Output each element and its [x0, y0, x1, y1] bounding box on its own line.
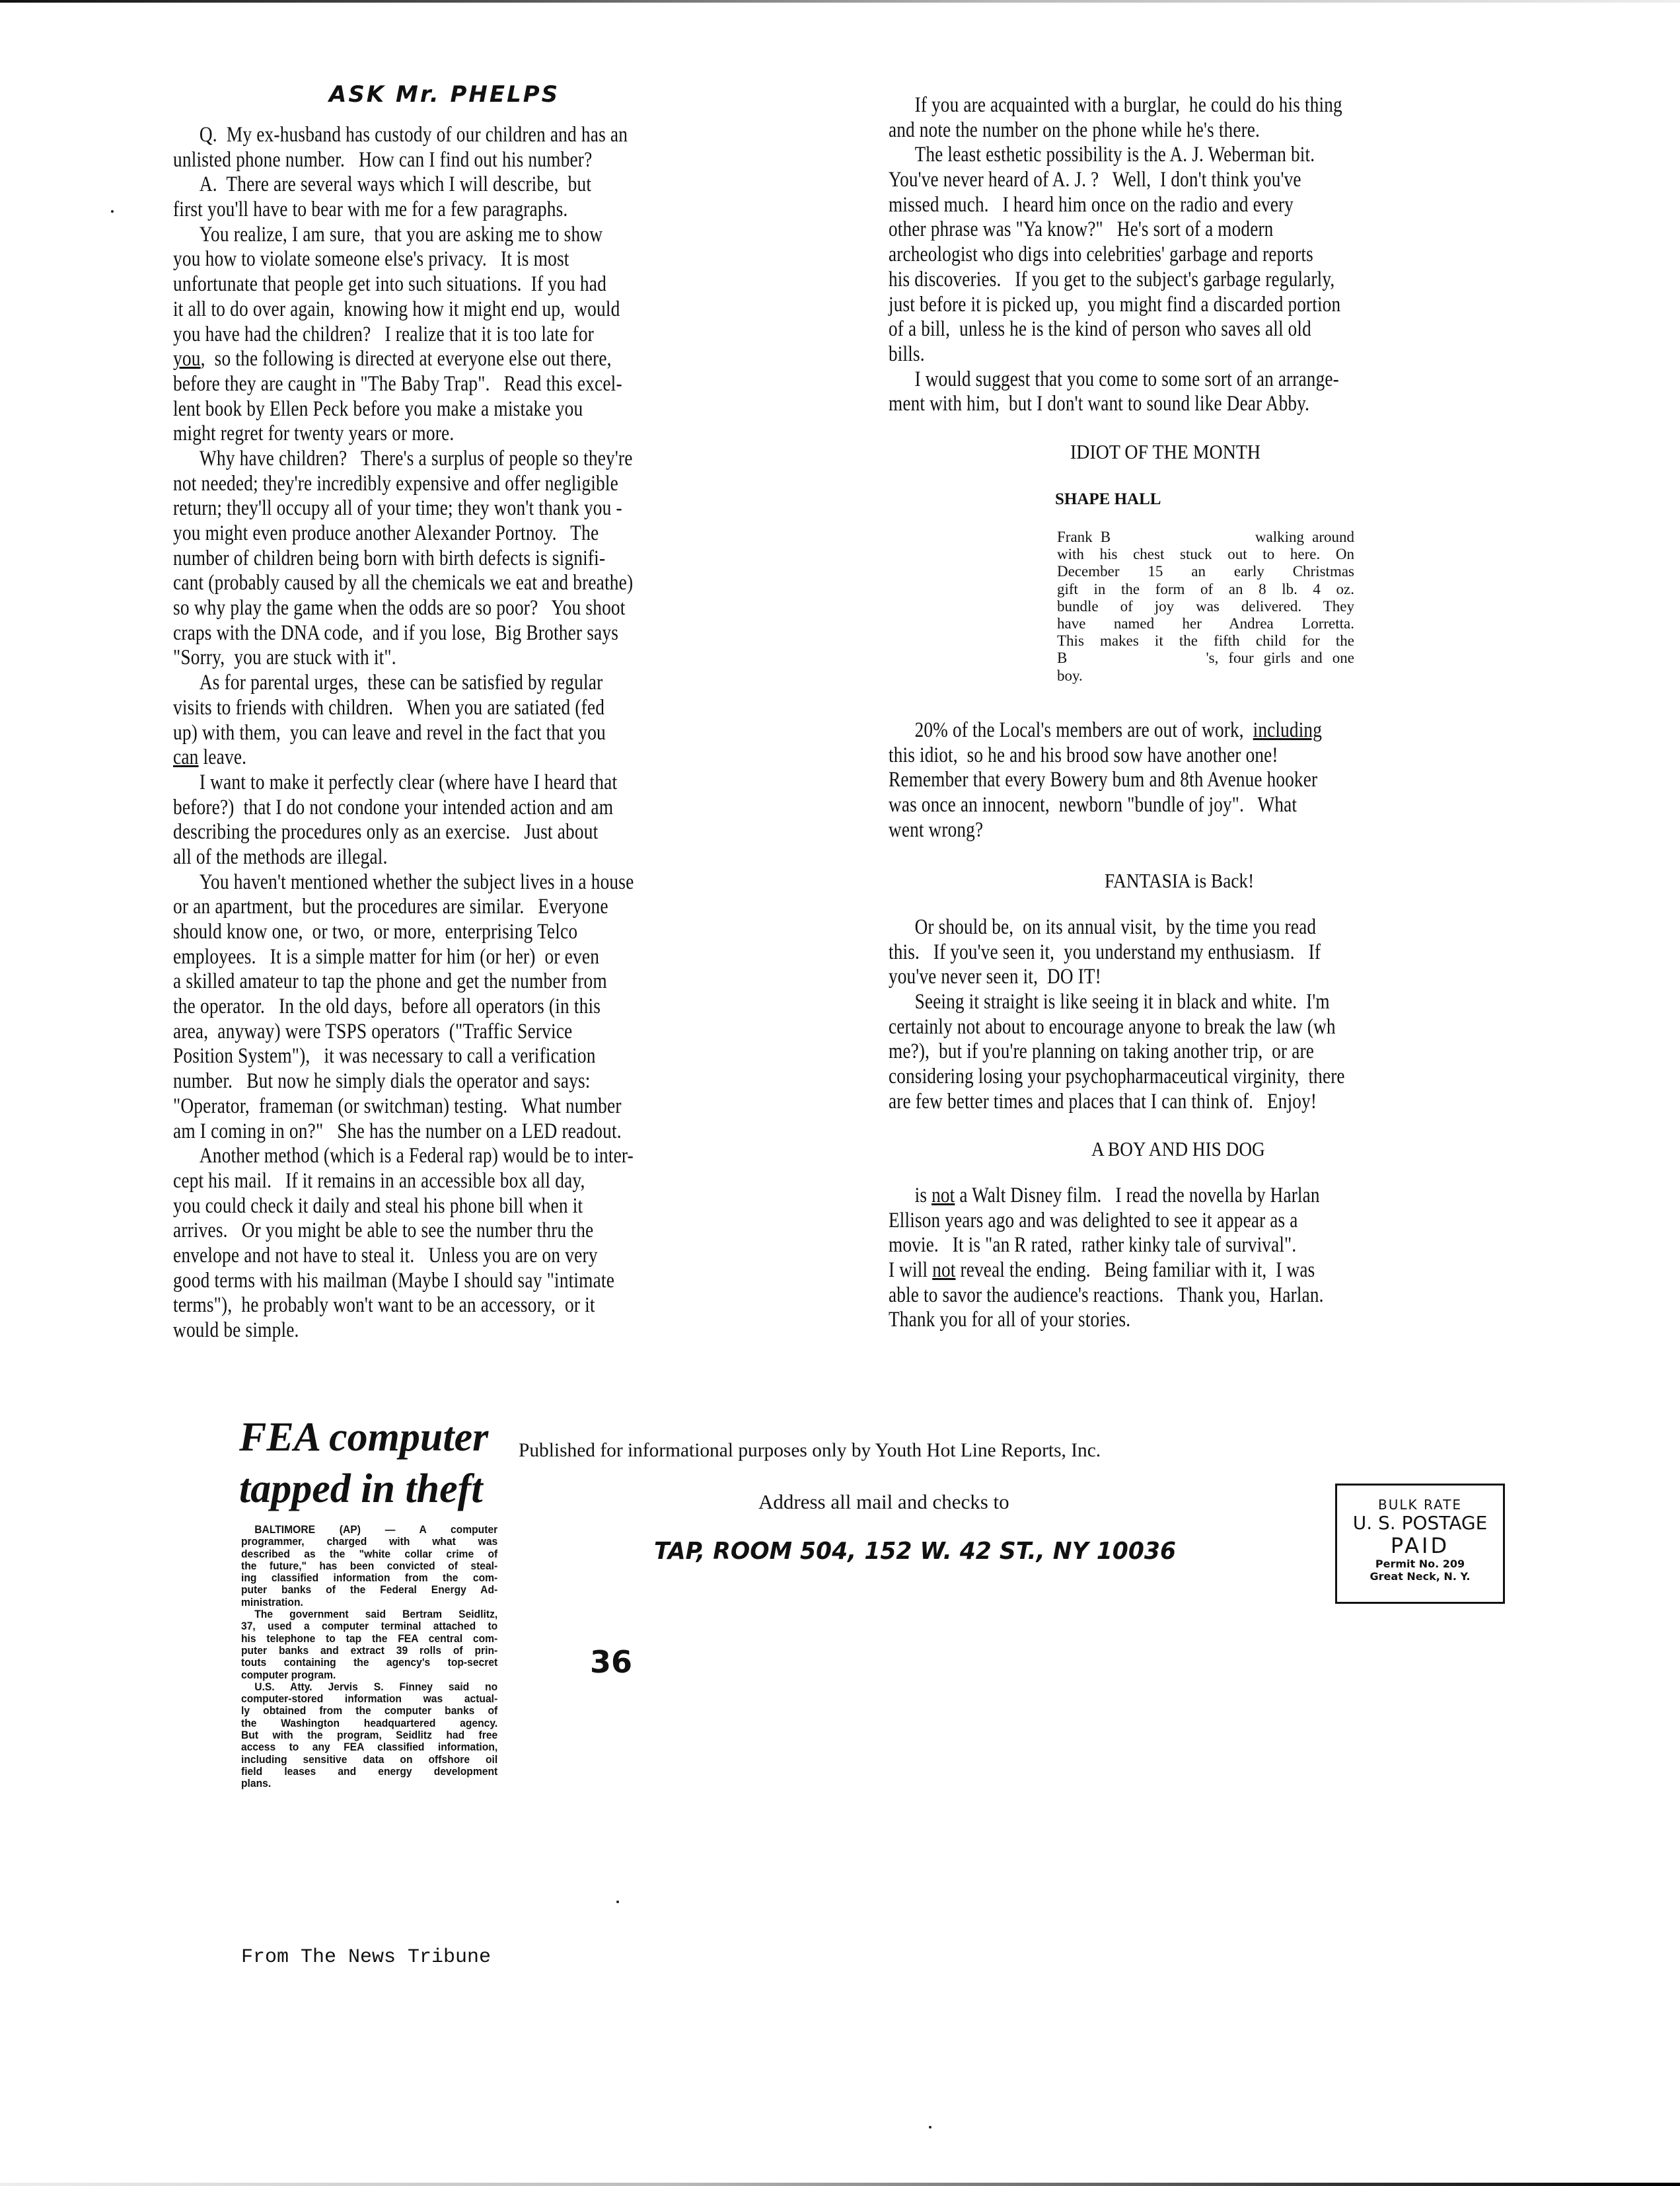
- idiot-clipping: [1057, 529, 1354, 685]
- news-line: [241, 1524, 497, 1536]
- text-run: , so the following is directed at everyone else out there,: [200, 347, 612, 371]
- text-line: [173, 447, 721, 472]
- text-run: the operator. In the old days, before all operators (in this: [173, 995, 601, 1019]
- text-line: [889, 1258, 1488, 1283]
- postage-line-5: Great Neck, N. Y.: [1370, 1570, 1471, 1583]
- news-line: [241, 1584, 497, 1596]
- text-run: As for parental urges, these can be satisfied by regular: [199, 671, 603, 695]
- news-line: [241, 1754, 497, 1766]
- text-line: [173, 1119, 721, 1145]
- text-run: would be simple.: [173, 1318, 299, 1342]
- text-line: [173, 148, 721, 173]
- text-run: Position System"), it was necessary to call a verification: [173, 1044, 596, 1069]
- text-line: [889, 143, 1488, 168]
- text-line: [889, 1308, 1488, 1333]
- text-run: or an apartment, but the procedures are similar. Everyone: [173, 895, 608, 919]
- text-run: ing classified information from the com-: [241, 1571, 498, 1585]
- text-run: it all to do over again, knowing how it might end up, would: [173, 297, 620, 321]
- text-line: [173, 372, 721, 397]
- text-line: [889, 93, 1488, 118]
- text-line: [889, 118, 1488, 143]
- text-line: [889, 743, 1488, 769]
- news-line: [241, 1729, 497, 1741]
- text-line: [889, 768, 1488, 793]
- text-line: [173, 322, 721, 348]
- text-run: puter banks of the Federal Energy Ad-: [241, 1583, 498, 1597]
- text-line: [173, 123, 721, 148]
- text-run: Q. My ex-husband has custody of our children and has an: [199, 123, 628, 147]
- fantasia-text: [889, 915, 1488, 1115]
- text-line: [889, 965, 1488, 990]
- text-line: [173, 1169, 721, 1194]
- fantasia-heading: FANTASIA is Back!: [1105, 869, 1255, 892]
- text-line: [889, 818, 1488, 843]
- text-line: [173, 247, 721, 272]
- text-run: am I coming in on?" She has the number on a LED readout.: [173, 1119, 622, 1143]
- text-run: the Washington headquartered agency.: [241, 1716, 498, 1729]
- text-line: [173, 1219, 721, 1244]
- text-run: number of children being born with birth defects is signifi-: [173, 546, 606, 570]
- publisher-line: Published for informational purposes only by Youth Hot Line Reports, Inc.: [519, 1439, 1101, 1461]
- text-run: me?), but if you're planning on taking another trip, or are: [889, 1039, 1314, 1064]
- text-run: "Sorry, you are stuck with it".: [173, 646, 396, 670]
- text-line: [173, 621, 721, 646]
- text-line: [173, 272, 721, 297]
- text-run: visits to friends with children. When you are satiated (fed: [173, 695, 605, 720]
- text-line: [889, 268, 1488, 293]
- page-number: 36: [590, 1644, 633, 1680]
- address-label: Address all mail and checks to: [758, 1490, 1009, 1513]
- text-run: just before it is picked up, you might find a discarded portion: [889, 292, 1341, 317]
- idiot-heading: IDIOT OF THE MONTH: [1070, 440, 1261, 463]
- text-run: was once an innocent, newborn "bundle of joy". What: [889, 793, 1297, 817]
- clipping-line: with his chest stuck out to here. On: [1057, 546, 1354, 563]
- news-line: [241, 1681, 497, 1693]
- text-line: [889, 217, 1488, 243]
- text-line: [173, 1020, 721, 1045]
- postage-line-2: U. S. POSTAGE: [1352, 1512, 1488, 1534]
- news-line: [241, 1717, 497, 1729]
- boy-dog-text: [889, 1184, 1488, 1333]
- text-run: before they are caught in "The Baby Trap". Read this excel-: [173, 371, 622, 396]
- text-run: including sensitive data on offshore oil: [241, 1753, 498, 1766]
- text-run: U.S. Atty. Jervis S. Finney said no: [254, 1680, 498, 1693]
- text-run: Seeing it straight is like seeing it in black and white. I'm: [914, 990, 1330, 1014]
- text-run: leave.: [198, 745, 247, 770]
- text-run: might regret for twenty years or more.: [173, 422, 455, 446]
- text-run: Another method (which is a Federal rap) would be to inter-: [199, 1144, 634, 1168]
- text-run: But with the program, Seidlitz had free: [241, 1729, 498, 1742]
- news-line: [241, 1693, 497, 1705]
- text-line: [173, 696, 721, 721]
- news-line: [241, 1633, 497, 1645]
- postage-line-4: Permit No. 209: [1375, 1558, 1465, 1570]
- text-run: not needed; they're incredibly expensive and offer negligible: [173, 471, 618, 496]
- text-run: computer program.: [241, 1668, 336, 1681]
- text-run: programmer, charged with what was: [241, 1535, 498, 1548]
- text-line: [173, 771, 721, 796]
- text-run: the future," has been convicted of steal-: [241, 1559, 498, 1572]
- text-line: [889, 367, 1488, 393]
- news-headline-2: tapped in theft: [239, 1466, 483, 1511]
- text-run: this. If you've seen it, you understand my enthusiasm. If: [889, 940, 1321, 964]
- text-run: You haven't mentioned whether the subject lives in a house: [199, 870, 634, 894]
- text-run: went wrong?: [889, 817, 984, 842]
- text-line: [889, 293, 1488, 318]
- text-run: his discoveries. If you get to the subject's garbage regularly,: [889, 267, 1335, 291]
- text-line: [173, 1318, 721, 1343]
- text-run: bills.: [889, 342, 925, 366]
- text-line: [173, 422, 721, 447]
- text-run: other phrase was "Ya know?" He's sort of a modern: [889, 217, 1274, 242]
- underlined-word: not: [931, 1184, 955, 1207]
- text-line: [173, 1269, 721, 1294]
- text-run: this idiot, so he and his brood sow have another one!: [889, 743, 1278, 767]
- text-run: his telephone to tap the FEA central com-: [241, 1632, 498, 1645]
- text-run: puter banks and extract 39 rolls of prin-: [241, 1643, 498, 1657]
- news-line: [241, 1657, 497, 1669]
- text-run: I want to make it perfectly clear (where have I heard that: [199, 770, 618, 794]
- text-run: you how to violate someone else's privacy. It is most: [173, 247, 569, 272]
- text-line: [173, 945, 721, 970]
- news-headline-1: FEA computer: [239, 1415, 489, 1460]
- text-run: ment with him, but I don't want to sound like Dear Abby.: [889, 392, 1310, 416]
- text-run: you could check it daily and steal his phone bill when it: [173, 1193, 583, 1218]
- text-run: missed much. I heard him once on the radio and every: [889, 192, 1294, 217]
- text-run: craps with the DNA code, and if you lose, Big Brother says: [173, 621, 619, 645]
- text-run: 37, used a computer terminal attached to: [241, 1620, 498, 1633]
- text-line: [889, 1233, 1488, 1258]
- text-line: [173, 895, 721, 920]
- text-run: you have had the children? I realize that it is too late for: [173, 322, 594, 346]
- text-line: [173, 1144, 721, 1169]
- text-line: [173, 969, 721, 995]
- text-line: [173, 1244, 721, 1269]
- text-line: [173, 397, 721, 422]
- text-run: ly obtained from the computer banks of: [241, 1704, 498, 1717]
- text-line: [889, 1039, 1488, 1065]
- text-line: [889, 940, 1488, 965]
- news-source: From The News Tribune: [241, 1946, 492, 1969]
- text-line: [173, 546, 721, 572]
- text-run: described as the "white collar crime of: [241, 1547, 498, 1560]
- text-run: first you'll have to bear with me for a few paragraphs.: [173, 198, 568, 222]
- text-line: [889, 718, 1488, 743]
- text-run: 20% of the Local's members are out of work,: [914, 718, 1253, 742]
- right-column-text: [889, 93, 1488, 417]
- text-line: [889, 1283, 1488, 1308]
- text-run: should know one, or two, or more, enterprising Telco: [173, 920, 578, 944]
- text-line: [173, 496, 721, 521]
- clipping-line: Frank B walking around: [1057, 529, 1354, 545]
- news-line: [241, 1645, 497, 1657]
- text-line: [173, 521, 721, 546]
- news-line: [241, 1620, 497, 1632]
- text-run: A. There are several ways which I will describe, but: [199, 172, 592, 197]
- speck-mark: [111, 210, 114, 213]
- text-line: [173, 571, 721, 596]
- text-run: and note the number on the phone while he's there.: [889, 118, 1260, 142]
- scan-edge-bottom: [0, 2183, 1680, 2186]
- boy-dog-heading: A BOY AND HIS DOG: [1091, 1137, 1265, 1160]
- left-column-text: [173, 123, 721, 1343]
- mailing-address: TAP, ROOM 504, 152 W. 42 ST., NY 10036: [654, 1538, 1176, 1565]
- text-line: [173, 172, 721, 198]
- text-run: employees. It is a simple matter for him (or her) or even: [173, 944, 600, 969]
- text-line: [173, 646, 721, 671]
- text-run: return; they'll occupy all of your time; they won't thank you -: [173, 496, 622, 521]
- news-line: [241, 1705, 497, 1717]
- text-line: [173, 198, 721, 223]
- text-line: [173, 820, 721, 845]
- text-line: [889, 1090, 1488, 1115]
- text-run: The government said Bertram Seidlitz,: [254, 1608, 498, 1621]
- underlined-word: you: [173, 347, 201, 371]
- text-run: number. But now he simply dials the operator and says:: [173, 1069, 591, 1094]
- text-run: a Walt Disney film. I read the novella by Harlan: [955, 1184, 1320, 1207]
- text-run: If you are acquainted with a burglar, he could do his thing: [914, 93, 1342, 117]
- clipping-line: have named her Andrea Lorretta.: [1057, 615, 1354, 632]
- text-run: so why play the game when the odds are so poor? You shoot: [173, 596, 626, 621]
- text-line: [173, 796, 721, 821]
- text-line: [173, 223, 721, 248]
- text-line: [173, 920, 721, 945]
- text-run: Or should be, on its annual visit, by the time you read: [914, 915, 1317, 939]
- text-run: ministration.: [241, 1595, 303, 1608]
- text-line: [173, 596, 721, 621]
- text-run: cant (probably caused by all the chemicals we eat and breathe): [173, 571, 634, 595]
- text-line: [173, 1094, 721, 1119]
- text-run: describing the procedures only as an exercise. Just about: [173, 820, 599, 845]
- postage-line-3: PAID: [1390, 1533, 1450, 1558]
- text-run: area, anyway) were TSPS operators ("Traffic Service: [173, 1019, 573, 1043]
- text-line: [173, 1069, 721, 1094]
- text-run: I would suggest that you come to some sort of an arrange-: [914, 367, 1339, 391]
- text-run: up) with them, you can leave and revel in the fact that you: [173, 720, 606, 745]
- news-line: [241, 1608, 497, 1620]
- text-run: cept his mail. If it remains in an accessible box all day,: [173, 1168, 585, 1193]
- text-line: [889, 1015, 1488, 1040]
- underlined-word: can: [173, 745, 199, 770]
- text-run: Why have children? There's a surplus of people so they're: [199, 446, 633, 471]
- scan-edge-top: [0, 0, 1680, 3]
- clipping-line: B 's, four girls and one: [1057, 650, 1354, 667]
- text-line: [173, 995, 721, 1020]
- text-run: Remember that every Bowery bum and 8th Avenue hooker: [889, 768, 1318, 792]
- text-line: [173, 745, 721, 771]
- text-line: [889, 1209, 1488, 1234]
- text-line: [889, 243, 1488, 268]
- news-line: [241, 1741, 497, 1753]
- text-run: certainly not about to encourage anyone to break the law (wh: [889, 1014, 1336, 1039]
- news-line: [241, 1778, 497, 1790]
- news-line: [241, 1766, 497, 1778]
- postage-line-1: BULK RATE: [1377, 1497, 1463, 1513]
- text-run: of a bill, unless he is the kind of person who saves all old: [889, 317, 1311, 342]
- text-run: lent book by Ellen Peck before you make a mistake you: [173, 396, 583, 421]
- text-run: you might even produce another Alexander Portnoy. The: [173, 521, 599, 545]
- text-run: The least esthetic possibility is the A. J. Weberman bit.: [914, 143, 1315, 167]
- text-line: [173, 870, 721, 895]
- text-run: computer-stored information was actual-: [241, 1692, 498, 1706]
- news-line: [241, 1548, 497, 1560]
- text-run: I will: [889, 1258, 933, 1283]
- text-run: all of the methods are illegal.: [173, 845, 388, 869]
- text-line: [173, 845, 721, 870]
- text-line: [889, 793, 1488, 818]
- text-line: [889, 1184, 1488, 1209]
- postage-indicia: [1335, 1484, 1505, 1604]
- text-run: "Operator, frameman (or switchman) testing. What number: [173, 1094, 622, 1118]
- news-body: [241, 1524, 497, 1790]
- text-line: [889, 168, 1488, 193]
- text-line: [889, 193, 1488, 218]
- text-line: [173, 347, 721, 372]
- text-line: [173, 1194, 721, 1219]
- text-run: a skilled amateur to tap the phone and get the number from: [173, 969, 607, 994]
- speck-mark: [929, 2126, 931, 2129]
- news-line: [241, 1536, 497, 1548]
- text-run: You realize, I am sure, that you are asking me to show: [199, 222, 603, 246]
- clipping-line: gift in the form of an 8 lb. 4 oz.: [1057, 580, 1354, 597]
- text-run: before?) that I do not condone your intended action and am: [173, 795, 614, 819]
- text-line: [173, 1044, 721, 1069]
- text-run: unfortunate that people get into such situations. If you had: [173, 272, 606, 297]
- text-run: is: [914, 1184, 932, 1207]
- clipping-line: bundle of joy was delivered. They: [1057, 597, 1354, 615]
- text-line: [889, 1065, 1488, 1090]
- text-run: you've never seen it, DO IT!: [889, 965, 1101, 989]
- text-run: access to any FEA classified information,: [241, 1741, 498, 1754]
- text-line: [173, 472, 721, 497]
- column-title: ASK Mr. PHELPS: [329, 81, 560, 108]
- text-line: [173, 721, 721, 746]
- idiot-subheading: SHAPE HALL: [1055, 490, 1161, 508]
- text-run: Ellison years ago and was delighted to see it appear as a: [889, 1208, 1298, 1232]
- text-run: archeologist who digs into celebrities' garbage and reports: [889, 243, 1313, 267]
- text-line: [889, 990, 1488, 1015]
- text-line: [889, 392, 1488, 417]
- underlined-word: including: [1253, 718, 1322, 742]
- text-line: [173, 297, 721, 322]
- text-line: [173, 671, 721, 696]
- news-line: [241, 1597, 497, 1608]
- text-run: Thank you for all of your stories.: [889, 1308, 1131, 1332]
- clipping-line: This makes it the fifth child for the: [1057, 632, 1354, 650]
- text-run: reveal the ending. Being familiar with it, I was: [955, 1258, 1315, 1283]
- text-line: [889, 342, 1488, 367]
- text-run: field leases and energy development: [241, 1764, 498, 1778]
- news-line: [241, 1669, 497, 1681]
- text-run: unlisted phone number. How can I find out his number?: [173, 147, 593, 172]
- text-run: able to savor the audience's reactions. Thank you, Harlan.: [889, 1283, 1324, 1307]
- underlined-word: not: [932, 1258, 956, 1283]
- text-run: terms"), he probably won't want to be an accessory, or it: [173, 1293, 595, 1318]
- text-run: are few better times and places that I can think of. Enjoy!: [889, 1089, 1317, 1113]
- text-run: good terms with his mailman (Maybe I should say "intimate: [173, 1268, 615, 1293]
- text-line: [889, 317, 1488, 342]
- text-run: envelope and not have to steal it. Unless you are on very: [173, 1243, 598, 1267]
- text-line: [173, 1293, 721, 1318]
- text-run: arrives. Or you might be able to see the number thru the: [173, 1219, 594, 1243]
- news-line: [241, 1572, 497, 1584]
- speck-mark: [616, 1901, 619, 1903]
- clipping-line: December 15 an early Christmas: [1057, 563, 1354, 580]
- text-run: movie. It is "an R rated, rather kinky tale of survival".: [889, 1233, 1297, 1258]
- clipping-line: boy.: [1057, 667, 1083, 684]
- text-run: You've never heard of A. J. ? Well, I don't think you've: [889, 168, 1301, 192]
- text-run: plans.: [241, 1777, 272, 1790]
- text-line: [889, 915, 1488, 940]
- text-run: considering losing your psychopharmaceutical virginity, there: [889, 1065, 1345, 1089]
- text-run: BALTIMORE (AP) — A computer: [254, 1523, 498, 1536]
- text-run: touts containing the agency's top-secret: [241, 1656, 498, 1669]
- idiot-comment: [889, 718, 1488, 843]
- news-line: [241, 1560, 497, 1572]
